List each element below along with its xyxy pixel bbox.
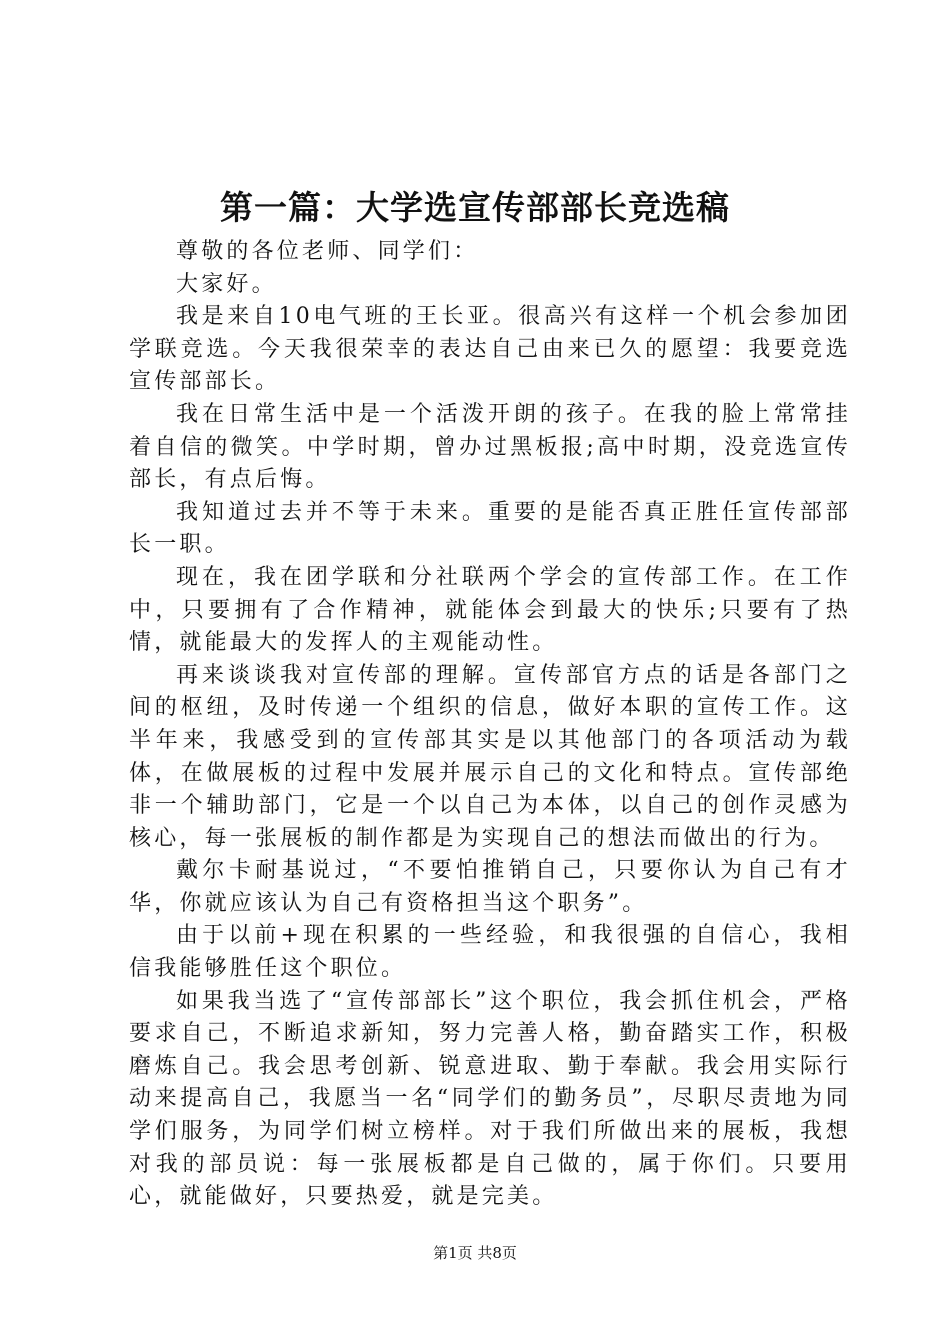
greeting: 大家好。: [176, 271, 277, 297]
paragraph-commitment: 如果我当选了“宣传部部长”这个职位，我会抓住机会，严格要求自己，不断追求新知，努力完善人格，勤奋踏实工作，积极磨炼自己。我会思考创新、锐意进取、勤于奉献。我会用实际行动来提高自己，我愿当一名“同学们的勤务员”，尽职尽责地为同学们服务，为同学们树立榜样。对于我们所做出来的展板，我想对我的部员说：每一张展板都是自己做的，属于你们。只要用心，就能做好，只要热爱，就是完美。: [129, 988, 851, 1210]
paragraph-introduction: 我是来自10电气班的王长亚。很高兴有这样一个机会参加团学联竞选。今天我很荣幸的表达自己由来已久的愿望：我要竞选宣传部部长。: [129, 304, 851, 395]
paragraph-past-future: 我知道过去并不等于未来。重要的是能否真正胜任宣传部部长一职。: [129, 499, 851, 558]
paragraph-personality: 我在日常生活中是一个活泼开朗的孩子。在我的脸上常常挂着自信的微笑。中学时期，曾办过黑板报;高中时期，没竞选宣传部长，有点后悔。: [129, 401, 851, 493]
paragraph-quote: 戴尔卡耐基说过，“不要怕推销自己，只要你认为自己有才华，你就应该认为自己有资格担当这个职务”。: [129, 858, 851, 916]
paragraph-current-work: 现在，我在团学联和分社联两个学会的宣传部工作。在工作中，只要拥有了合作精神，就能体会到最大的快乐;只要有了热情，就能最大的发挥人的主观能动性。: [129, 564, 851, 656]
document-body: [129, 236, 851, 1214]
salutation: 尊敬的各位老师、同学们：: [176, 239, 479, 264]
page-number-footer: 第1页 共8页: [433, 1244, 517, 1262]
paragraph-confidence: 由于以前+现在积累的一些经验，和我很强的自信心，我相信我能够胜任这个职位。: [129, 923, 851, 982]
paragraph-understanding: 再来谈谈我对宣传部的理解。宣传部官方点的话是各部门之间的枢纽，及时传递一个组织的信息，做好本职的宣传工作。这半年来，我感受到的宣传部其实是以其他部门的各项活动为载体，在做展板的过程中发展并展示自己的文化和特点。宣传部绝非一个辅助部门，它是一个以自己为本体，以自己的创作灵感为核心，每一张展板的制作都是为实现自己的想法而做出的行为。: [129, 662, 851, 851]
document-title: 第一篇：大学选宣传部部长竞选稿: [220, 188, 730, 227]
